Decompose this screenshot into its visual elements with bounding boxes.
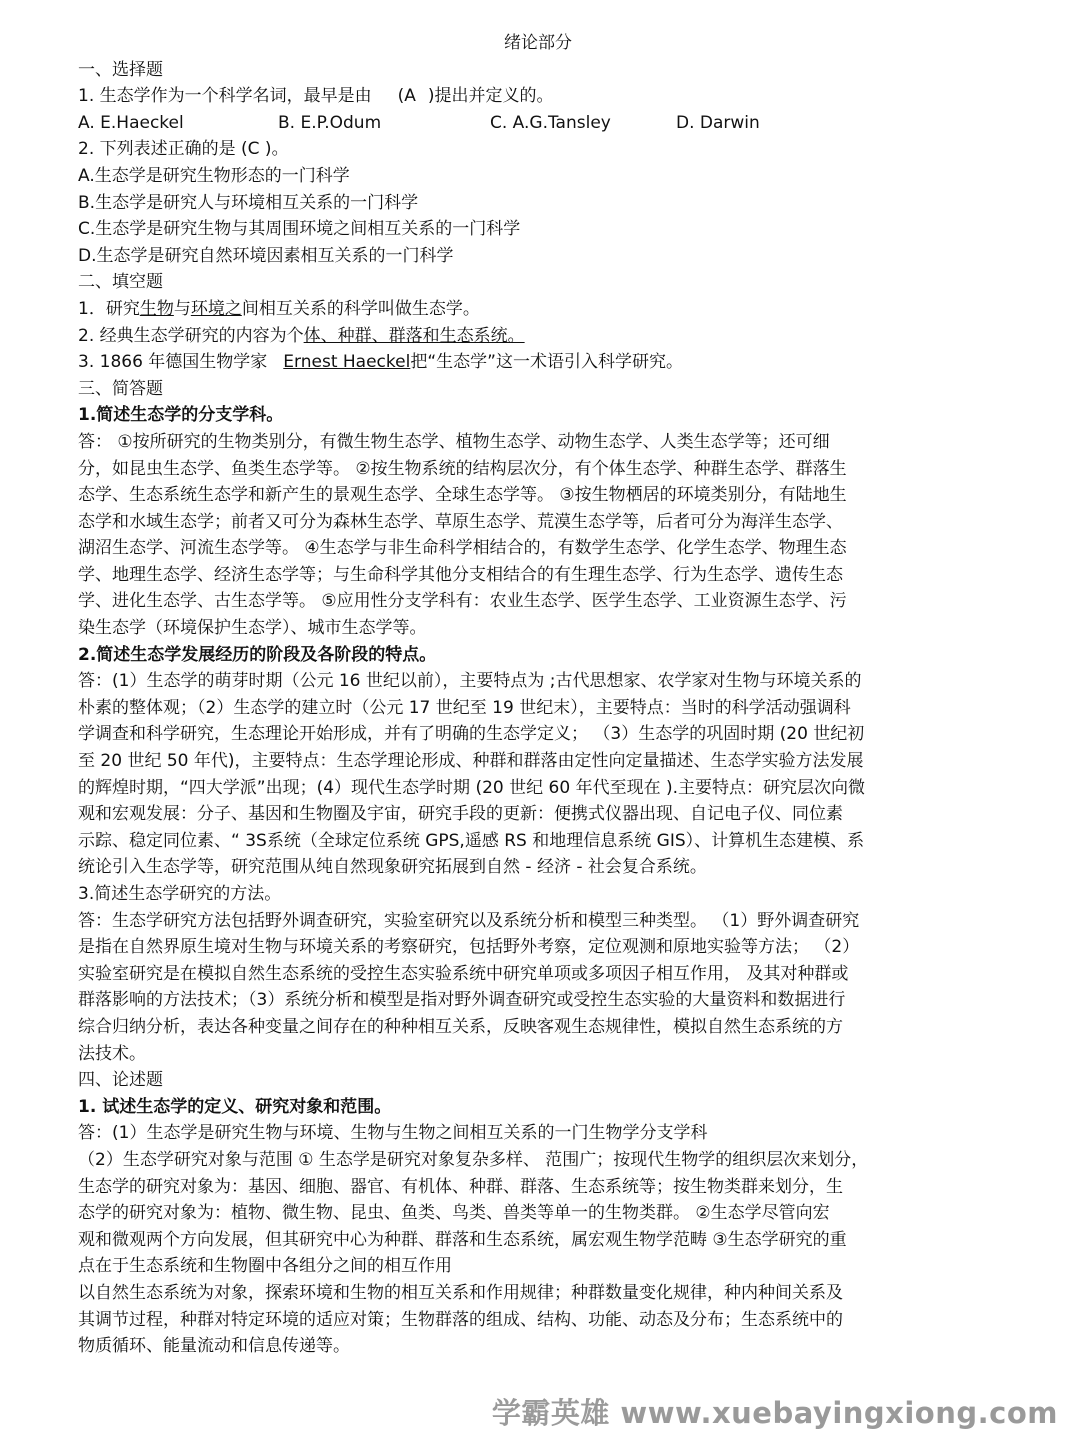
question-text: 1. 生态学作为一个科学名词，最早是由 [78,86,372,107]
text-run: 1．研究 [78,298,140,319]
answer-line: 学、进化生态学、古生态学等。 ⑤应用性分支学科有：农业生态学、医学生态学、工业资源生态学、污 [78,591,847,612]
document-page [78,30,998,1360]
answer-line: 态学、生态系统生态学和新产生的景观生态学、全球生态学等。 ③按生物栖居的环境类别分，有陆地生 [78,485,847,506]
answer-line: 的辉煌时期，“四大学派”出现；(4）现代生态学时期 (20 世纪 60 年代至现在 ).主要特点：研究层次向微 [78,777,866,798]
fill-question-3 [78,349,998,376]
question-1-1 [78,83,998,110]
option-d: D. Darwin [676,112,760,133]
text-run: 2. 经典生态学研究的内容为个 [78,325,304,346]
answer-line: 是指在自然界原生境对生物与环境关系的考察研究，包括野外考察，定位观测和原地实验等方法； （2） [78,937,860,958]
document-title: 绪论部分 [504,33,572,53]
question-1-2: 2. 下列表述正确的是 (C )。 [78,139,289,160]
answer-line: 其调节过程，种群对特定环境的适应对策；生物群落的组成、结构、功能、动态及分布；生态系统中的 [78,1309,843,1330]
question-tail: )提出并定义的。 [427,86,554,107]
question-3-1-title: 1.简述生态学的分支学科。 [78,405,284,426]
answer-line: 点在于生态系统和生物圈中各组分之间的相互作用 [78,1256,452,1277]
options-row [78,110,998,137]
fill-question-2 [78,323,998,350]
answer-line: 答：(1）生态学是研究生物与环境、生物与生物之间相互关系的一门生物学分支学科 [78,1123,708,1144]
blank-answer: 生物 [139,298,174,319]
option-line: A.生态学是研究生物形态的一门科学 [78,165,350,186]
answer-line: 综合归纳分析，表达各种变量之间存在的种种相互关系，反映客观生态规律性，模拟自然生态系统的方 [78,1016,843,1037]
answer-line: 湖沼生态学、河流生态学等。 ④生态学与非生命科学相结合的，有数学生态学、化学生态学、物理生态 [78,538,847,559]
blank-answer: 体、种群、群落和生态系统。 [303,325,525,346]
answer-line: 染生态学（环境保护生态学）、城市生态学等。 [78,618,427,639]
answer-line: 答： ①按所研究的生物类别分，有微生物生态学、植物生态学、动物生态学、人类生态学等；还可细 [78,431,830,452]
option-line: B.生态学是研究人与环境相互关系的一门科学 [78,192,419,213]
answer-line: 朴素的整体观；（2）生态学的建立时（公元 17 世纪至 19 世纪末），主要特点：当时的科学活动强调科 [78,697,851,718]
section-heading-2: 二、填空题 [78,272,163,293]
question-3-3-title: 3.简述生态学研究的方法。 [78,884,282,904]
answer-line: 态学的研究对象为：植物、微生物、昆虫、鱼类、鸟类、兽类等单一的生物类群。 ②生态学尽管向宏 [78,1203,830,1224]
watermark: 学霸英雄 www.xuebayingxiong.com [491,1396,1058,1430]
answer-line: 示踪、稳定同位素、“ 3S系统（全球定位系统 GPS,遥感 RS 和地理信息系统 GIS）、计算机生态建模、系 [78,830,865,851]
blank-answer: 环境之 [190,298,242,319]
section-heading-1: 一、选择题 [78,59,163,80]
answer-line: （2）生态学研究对象与范围 ① 生态学是研究对象复杂多样、 范围广；按现代生物学的组织层次来划分， [78,1149,869,1170]
answer-line: 以自然生态系统为对象，探索环境和生物的相互关系和作用规律；种群数量变化规律，种内种间关系及 [78,1282,843,1303]
answer-line: 法技术。 [78,1043,146,1064]
question-4-1-title: 1. 试述生态学的定义、研究对象和范围。 [78,1096,392,1117]
section-heading-4: 四、论述题 [78,1070,163,1091]
answer-line: 分，如昆虫生态学、鱼类生态学等。 ②按生物系统的结构层次分，有个体生态学、种群生态学、群落生 [78,458,847,479]
option-a: A. E.Haeckel [78,112,184,133]
answer-line: 观和微观两个方向发展，但其研究中心为种群、群落和生态系统，属宏观生物学范畴 ③生态学研究的重 [78,1229,847,1250]
answer-line: 态学和水域生态学；前者又可分为森林生态学、草原生态学、荒漠生态学等，后者可分为海洋生态学、 [78,511,843,532]
fill-question-1 [78,296,998,323]
answer-line: 群落影响的方法技术；（3）系统分析和模型是指对野外调查研究或受控生态实验的大量资料和数据进行 [78,990,846,1011]
text-run: 间相互关系的科学叫做生态学。 [241,298,480,319]
question-3-2-title: 2.简述生态学发展经历的阶段及各阶段的特点。 [78,644,437,665]
option-c: C. A.G.Tansley [490,112,611,133]
answer-line: 答：(1）生态学的萌芽时期（公元 16 世纪以前），主要特点为 ;古代思想家、农学家对生物与环境关系的 [78,671,862,692]
answer-line: 至 20 世纪 50 年代)，主要特点：生态学理论形成、种群和群落由定性向定量描述、生态学实验方法发展 [78,751,864,772]
answer-line: 学、地理生态学、经济生态学等；与生命科学其他分支相结合的有生理生态学、行为生态学、遗传生态 [78,564,843,585]
answer-line: 生态学的研究对象为：基因、细胞、器官、有机体、种群、群落、生态系统等；按生物类群来划分，生 [78,1176,843,1197]
section-heading-3: 三、简答题 [78,378,163,399]
answer-line: 统论引入生态学等，研究范围从纯自然现象研究拓展到自然 - 经济 - 社会复合系统。 [78,857,707,878]
blank-answer: Ernest Haeckel [283,352,411,373]
text-run: 把“生态学”这一术语引入科学研究。 [410,352,683,373]
text-run: 与 [173,298,191,319]
option-line: D.生态学是研究自然环境因素相互关系的一门科学 [78,245,454,266]
answer-line: 答：生态学研究方法包括野外调查研究，实验室研究以及系统分析和模型三种类型。 （1）野外调查研究 [78,910,860,931]
answer-line: 观和宏观发展：分子、基因和生物圈及宇宙，研究手段的更新：便携式仪器出现、自记电子仪、同位素 [78,804,843,825]
option-line: C.生态学是研究生物与其周围环境之间相互关系的一门科学 [78,219,521,240]
answer-line: 物质循环、能量流动和信息传递等。 [78,1336,350,1357]
question-answer: (A [397,86,416,107]
option-b: B. E.P.Odum [278,112,382,133]
answer-line: 实验室研究是在模拟自然生态系统的受控生态实验系统中研究单项或多项因子相互作用， 及其对种群或 [78,963,849,984]
answer-line: 学调查和科学研究，生态理论开始形成，并有了明确的生态学定义； （3）生态学的巩固时期 (20 世纪初 [78,724,865,745]
text-run: 3. 1866 年德国生物学家 [78,352,268,373]
